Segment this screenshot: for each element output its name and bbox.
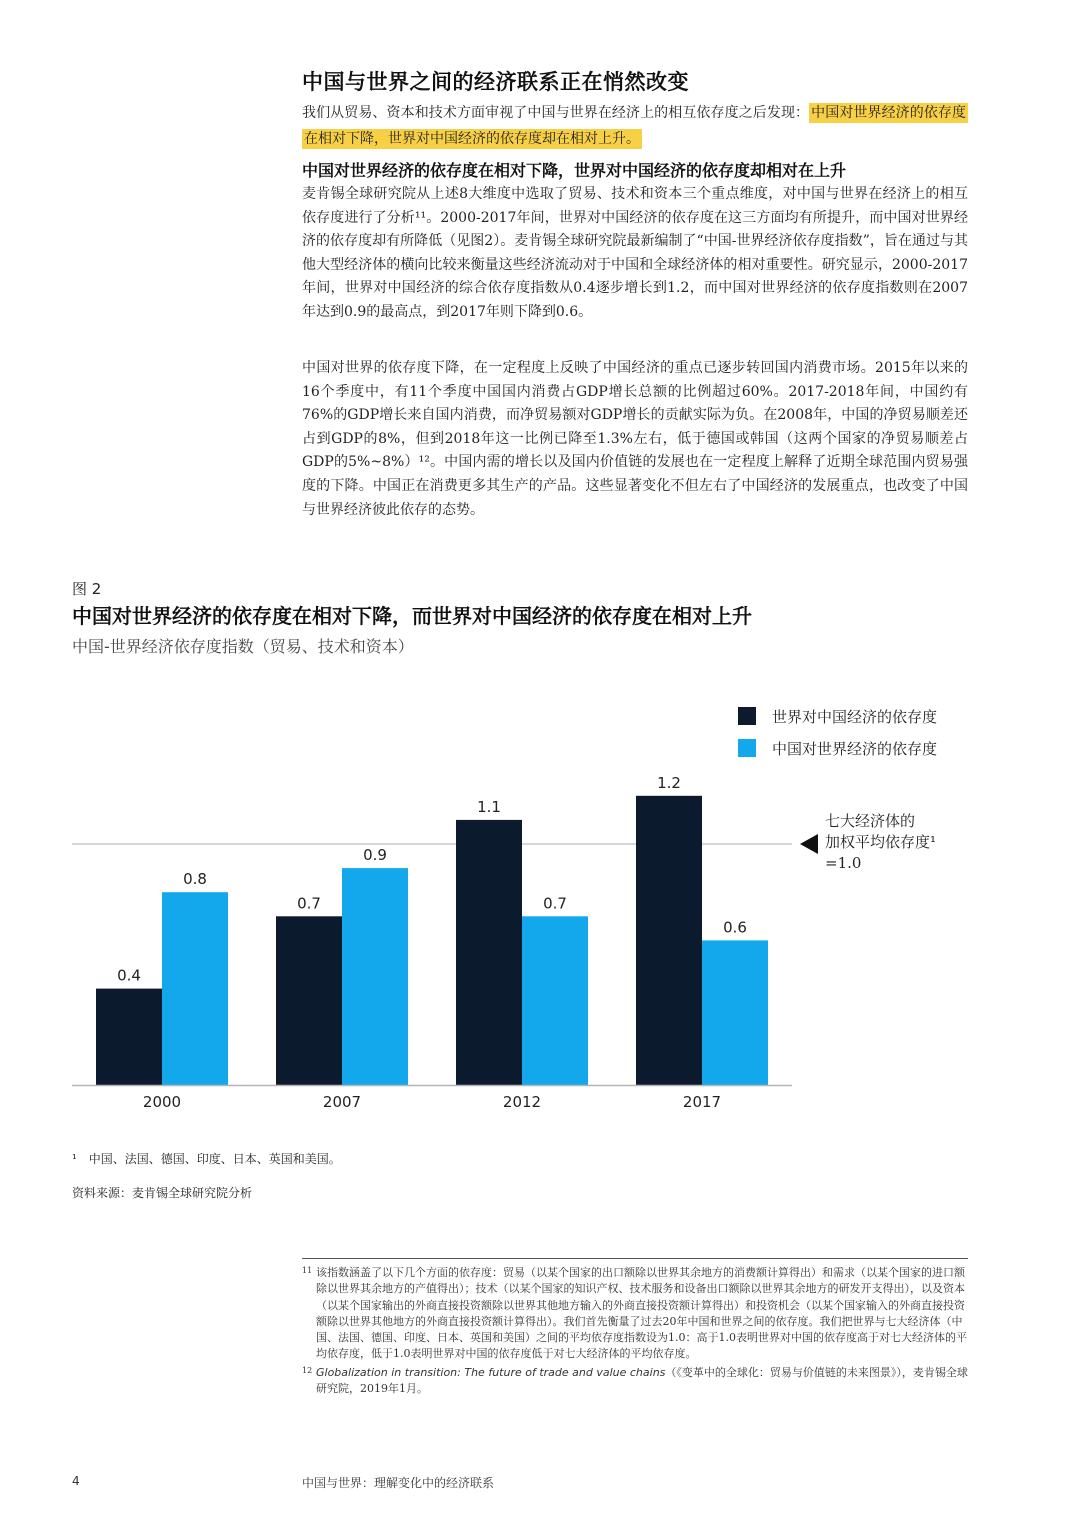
x-tick-label: 2007 — [322, 1093, 362, 1111]
bar-world-on-china-2007 — [276, 916, 342, 1085]
running-footer: 中国与世界：理解变化中的经济联系 — [302, 1476, 495, 1490]
data-label: 0.9 — [363, 846, 387, 865]
reference-label: 七大经济体的 — [825, 812, 916, 830]
intro-text: 我们从贸易、资本和技术方面审视了中国与世界在经济上的相互依存度之后发现： — [302, 105, 810, 121]
intro-paragraph — [302, 100, 968, 152]
data-label: 1.1 — [477, 797, 501, 816]
data-label: 0.7 — [543, 894, 567, 913]
legend-swatch — [738, 739, 756, 757]
x-tick-label: 2017 — [682, 1093, 722, 1111]
figure-label: 图 2 — [72, 580, 102, 598]
page-number: 4 — [72, 1474, 80, 1488]
legend-swatch — [738, 707, 756, 725]
bar-china-on-world-2000 — [162, 892, 228, 1085]
x-tick-label: 2012 — [502, 1093, 542, 1111]
legend-label: 中国对世界经济的依存度 — [772, 740, 938, 758]
intro-highlight: 中国对世界经济的依存度在相对下降，世界对中国经济的依存度却在相对上升。 — [304, 105, 967, 147]
bar-world-on-china-2017 — [636, 796, 702, 1085]
chart-footnote: ¹ 中国、法国、德国、印度、日本、英国和美国。 — [72, 1152, 341, 1166]
data-label: 0.6 — [723, 918, 747, 937]
footnote-text: （《变革中的全球化：贸易与价值链的未来图景》），麦肯锡全球研究院，2019年1月。 — [316, 1365, 968, 1396]
legend-label: 世界对中国经济的依存度 — [772, 708, 938, 726]
footnote-number: 11 — [302, 1266, 313, 1275]
footnote-12 — [302, 1365, 968, 1398]
data-label: 0.8 — [183, 870, 207, 889]
body-paragraph-1: 麦肯锡全球研究院从上述8大维度中选取了贸易、技术和资本三个重点维度，对中国与世界在经济上的相互依存度进行了分析¹¹。2000-2017年间，世界对中国经济的依存度在这三方面均有所提升，而中国对世界经济的依存度却有所降低（见图2）。麦肯锡全球研究院最新编制了“中国-世界经济依存度指数”，旨在通过与其他大型经济体的横向比较来衡量这些经济流动对于中国和全球经济体的相对重要性。研究显示，2000-2017年间，世界对中国经济的综合依存度指数从0.4逐步增长到1.2，而中国对世界经济的依存度指数则在2007年达到0.9的最高点，到2017年则下降到0.6。 — [302, 186, 968, 320]
section-heading: 中国对世界经济的依存度在相对下降，世界对中国经济的依存度却相对在上升 — [302, 161, 847, 180]
bar-world-on-china-2000 — [96, 989, 162, 1085]
page-title: 中国与世界之间的经济联系正在悄然改变 — [302, 70, 689, 94]
body-paragraph-2: 中国对世界的依存度下降，在一定程度上反映了中国经济的重点已逐步转回国内消费市场。2015年以来的16个季度中，有11个季度中国国内消费占GDP增长总额的比例超过60%。2017-2018年间，中国约有76%的GDP增长来自国内消费，而净贸易额对GDP增长的贡献实际为负。在2008年，中国的净贸易顺差还占到GDP的8%，但到2018年这一比例已降至1.3%左右，低于德国或韩国（这两个国家的净贸易顺差占GDP的5%~8%）¹²。中国内需的增长以及国内价值链的发展也在一定程度上解释了近期全球范围内贸易强度的下降。中国正在消费更多其生产的产品。这些显著变化不但左右了中国经济的发展重点，也改变了中国与世界经济彼此依存的态势。 — [302, 360, 968, 518]
bar-china-on-world-2012 — [522, 916, 588, 1085]
footnotes-section — [302, 1258, 968, 1399]
data-label: 0.4 — [117, 966, 141, 985]
source-note: 资料来源：麦肯锡全球研究院分析 — [72, 1186, 253, 1200]
figure-subtitle: 中国-世界经济依存度指数（贸易、技术和资本） — [72, 637, 414, 656]
bar-chart — [60, 690, 1020, 1120]
data-label: 0.7 — [297, 894, 321, 913]
bar-china-on-world-2017 — [702, 940, 768, 1085]
footnote-text: 该指数涵盖了以下几个方面的依存度：贸易（以某个国家的出口额除以世界其余地方的消费额计算得出）和需求（以某个国家的进口额除以世界其余地方的产值得出）；技术（以某个国家的知识产权、技术服务和设备出口额除以世界其余地方的研发开支得出），以及资本（以某个国家输出的外商直接投资额除以世界其他地方输入的外商直接投资额计算得出）和投资机会（以某个国家输入的外商直接投资额除以世界其他地方的外商直接投资额计算得出）。我们首先衡量了过去20年中国和世界之间的依存度。我们把世界与七大经济体（中国、法国、德国、印度、日本、英国和美国）之间的平均依存度指数设为1.0：高于1.0表明世界对中国的依存度高于对七大经济体的平均依存度，低于1.0表明世界对中国的依存度低于对七大经济体的平均依存度。 — [316, 1266, 967, 1361]
footnote-number: 12 — [302, 1365, 313, 1375]
footnote-11 — [302, 1265, 968, 1363]
figure-title: 中国对世界经济的依存度在相对下降，而世界对中国经济的依存度在相对上升 — [72, 604, 752, 628]
x-tick-label: 2000 — [142, 1093, 182, 1111]
footnote-title-english: Globalization in transition: The future of trade and value chains — [316, 1365, 666, 1379]
reference-marker-icon — [800, 834, 818, 854]
reference-label: =1.0 — [825, 854, 862, 872]
data-label: 1.2 — [657, 773, 681, 792]
bar-world-on-china-2012 — [456, 820, 522, 1085]
bar-china-on-world-2007 — [342, 868, 408, 1085]
reference-label: 加权平均依存度¹ — [825, 833, 937, 851]
